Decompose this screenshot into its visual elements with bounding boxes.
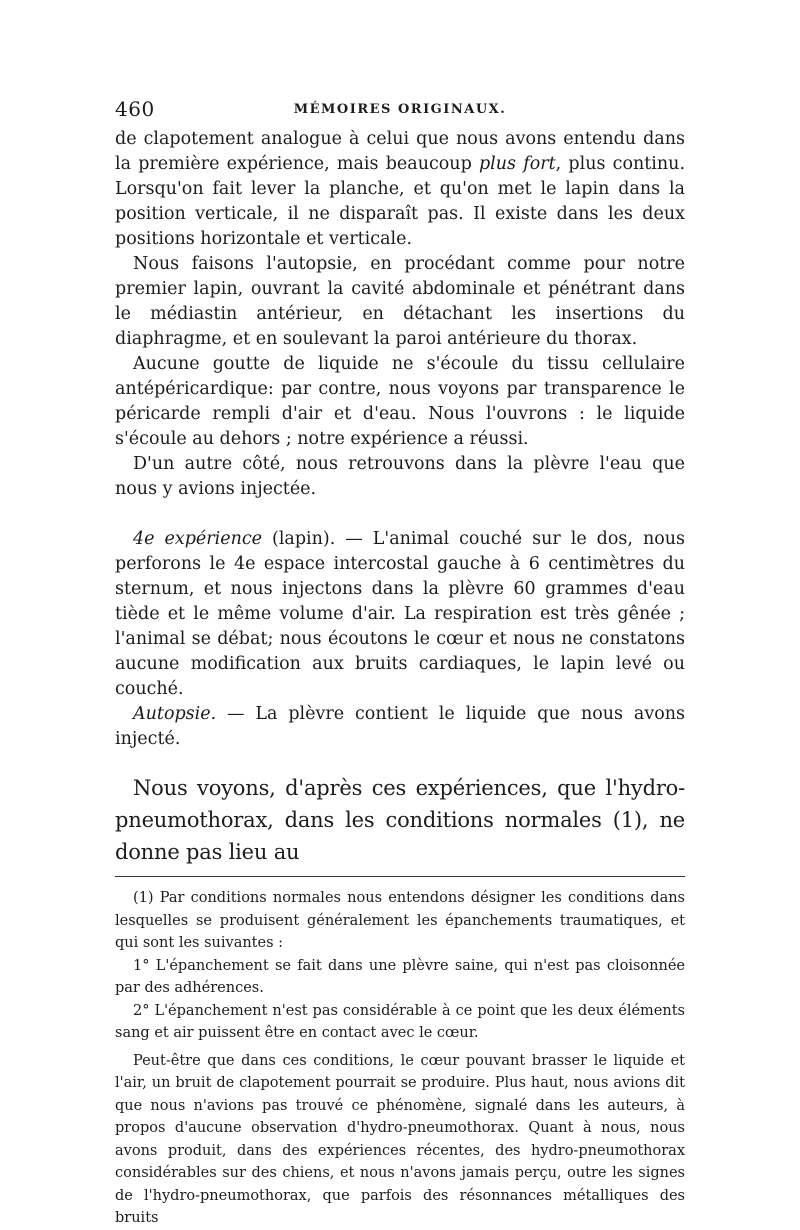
body-text: [115, 127, 685, 752]
paragraph-text: , plus continu. Lorsqu'on fait lever la planche, et qu'on met le lapin dans la position verticale, il ne disparaît pas. Il existe dans les deux positions horizontale et verticale.: [115, 154, 686, 249]
autopsie-heading: Autopsie.: [133, 704, 217, 724]
paragraph-pericarde: Aucune goutte de liquide ne s'écoule du tissu cellulaire antépéricardique: par contre, nous voyons par transparence le péricarde rempli d'air et d'eau. Nous l'ouvrons : le liquide s'écoule au dehors ; notre expérience a réussi.: [115, 354, 685, 449]
paragraph-experience-4: [115, 527, 685, 702]
conclusion-block: [115, 772, 685, 868]
footnote-condition-1: 1° L'épanchement se fait dans une plèvre saine, qui n'est pas cloisonnée par des adhérences.: [115, 957, 685, 996]
book-page: [115, 95, 685, 1230]
footnote-rule: [115, 876, 685, 877]
paragraph-text: — La plèvre contient le liquide que nous avons injecté.: [115, 704, 685, 749]
section-gap: [115, 502, 685, 527]
page-number: 460: [115, 97, 155, 121]
paragraph-continuation: [115, 127, 685, 252]
running-title: MÉMOIRES ORIGINAUX.: [293, 102, 507, 117]
paragraph-autopsie: [115, 702, 685, 752]
footnote-remark: Peut-être que dans ces conditions, le cœur pouvant brasser le liquide et l'air, un bruit de clapotement pourrait se produire. Plus haut, nous avions dit que nous n'avions pas trouvé ce phénomène, signalé dans les auteurs, à propos d'aucune observation d'hydro-pneumothorax. Quant à nous, nous avons produit, dans des expériences récentes, des hydro-pneumothorax considérables sur des chiens, et nous n'avons jamais perçu, outre les signes de l'hydro-pneumothorax, que parfois des résonnances métalliques des bruits: [115, 1052, 685, 1226]
paragraph-plevre: D'un autre côté, nous retrouvons dans la plèvre l'eau que nous y avions injectée.: [115, 454, 685, 499]
emphasis-text: plus fort: [478, 154, 556, 174]
experiment-heading: 4e expérience: [133, 529, 263, 549]
footnotes: [115, 887, 685, 1230]
paragraph-autopsy: Nous faisons l'autopsie, en procédant comme pour notre premier lapin, ouvrant la cavité abdominale et pénétrant dans le médiastin antérieur, en détachant les insertions du diaphragme, et en soulevant la paroi antérieure du thorax.: [115, 254, 685, 349]
conclusion-text: Nous voyons, d'après ces expériences, que l'hydro-pneumothorax, dans les conditions normales (1), ne donne pas lieu au: [115, 776, 685, 864]
paragraph-text: (lapin). — L'animal couché sur le dos, nous perforons le 4e espace intercostal gauche à 6 centimètres du sternum, et nous injectons dans la plèvre 60 grammes d'eau tiède et le même volume d'air. La respiration est très gênée ; l'animal se débat; nous écoutons le cœur et nous ne constatons aucune modification aux bruits cardiaques, le lapin levé ou couché.: [115, 529, 686, 699]
paragraph-text: de clapotement analogue à celui que nous avons entendu dans la première expérience, mais beaucoup: [115, 129, 685, 174]
footnote-1: (1) Par conditions normales nous entendons désigner les conditions dans lesquelles se produisent généralement les épanchements traumatiques, et qui sont les suivantes :: [115, 890, 685, 951]
running-head: [115, 95, 685, 125]
footnote-condition-2: 2° L'épanchement n'est pas considérable à ce point que les deux éléments sang et air puissent être en contact avec le cœur.: [115, 1002, 685, 1041]
